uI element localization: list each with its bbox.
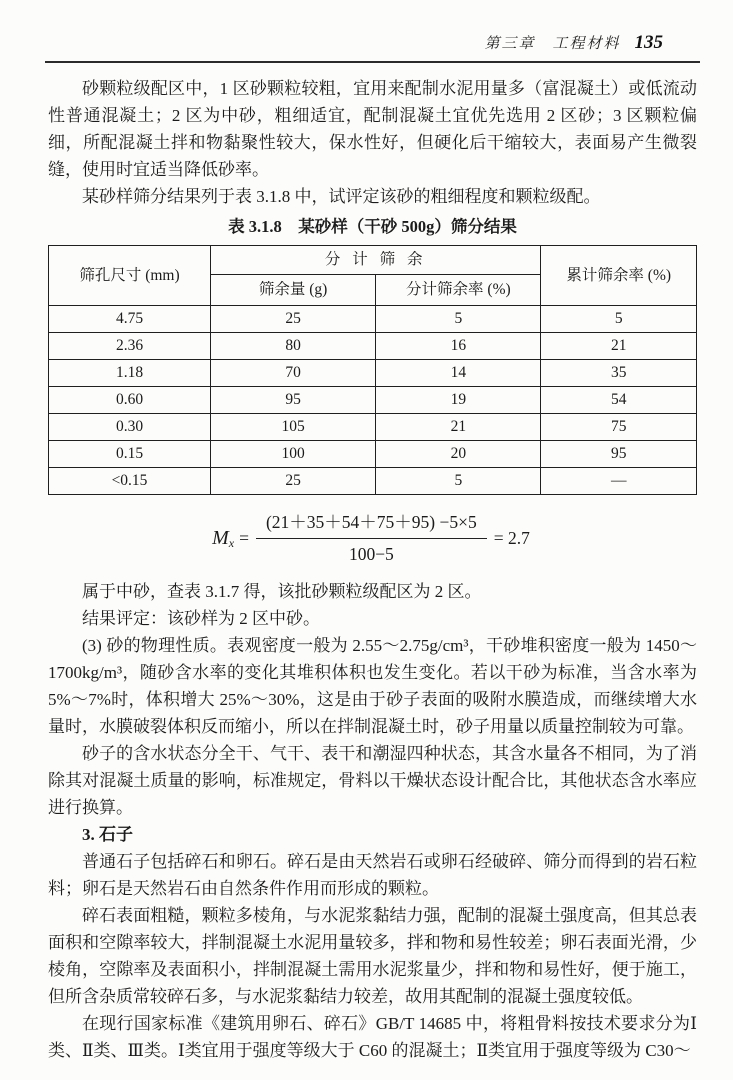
col-header-partial-rate: 分计筛余率 (%) [376, 275, 541, 306]
page-content [0, 63, 733, 1064]
cell-sieve-size: 2.36 [49, 333, 211, 360]
page-number: 135 [634, 32, 663, 53]
formula-denominator: 100−5 [348, 544, 394, 564]
col-group-partial-residue: 分 计 筛 余 [211, 246, 541, 275]
table-row [49, 387, 697, 414]
col-header-residue-mass: 筛余量 (g) [211, 275, 376, 306]
cell-sieve-size: 1.18 [49, 360, 211, 387]
paragraph-evaluation: 结果评定：该砂样为 2 区中砂。 [82, 609, 320, 628]
table-row [49, 414, 697, 441]
cell-cumulative-rate: 54 [541, 387, 697, 414]
paragraph-sieve-intro: 某砂样筛分结果列于表 3.1.8 中，试评定该砂的粗细程度和颗粒级配。 [82, 187, 601, 206]
cell-residue-mass: 100 [211, 441, 376, 468]
cell-residue-mass: 95 [211, 387, 376, 414]
cell-cumulative-rate: 35 [541, 360, 697, 387]
cell-residue-mass: 25 [211, 306, 376, 333]
cell-partial-rate: 20 [376, 441, 541, 468]
cell-partial-rate: 16 [376, 333, 541, 360]
formula-result: = 2.7 [493, 528, 530, 548]
paragraph-national-standard: 在现行国家标准《建筑用卵石、碎石》GB/T 14685 中，将粗骨料按技术要求分为Ⅰ类、Ⅱ类、Ⅲ类。Ⅰ类宜用于强度等级大于 C60 的混凝土；Ⅱ类宜用于强度等级为 C30～ [48, 1014, 697, 1060]
cell-partial-rate: 5 [376, 468, 541, 495]
cell-cumulative-rate: 95 [541, 441, 697, 468]
cell-partial-rate: 21 [376, 414, 541, 441]
running-header [0, 0, 733, 54]
running-chapter-title: 第三章 工程材料 [484, 36, 621, 52]
cell-cumulative-rate: 21 [541, 333, 697, 360]
cell-sieve-size: 0.60 [49, 387, 211, 414]
cell-cumulative-rate: 75 [541, 414, 697, 441]
table-row [49, 468, 697, 495]
col-header-sieve-size: 筛孔尺寸 (mm) [49, 246, 211, 306]
cell-sieve-size: 4.75 [49, 306, 211, 333]
cell-residue-mass: 70 [211, 360, 376, 387]
table-header-row-1 [49, 246, 697, 275]
cell-partial-rate: 5 [376, 306, 541, 333]
paragraph-stone-types: 普通石子包括碎石和卵石。碎石是由天然岩石或卵石经破碎、筛分而得到的岩石粒料；卵石是天然岩石由自然条件作用而形成的颗粒。 [48, 852, 697, 898]
paragraph-moisture-states: 砂子的含水状态分全干、气干、表干和潮湿四种状态，其含水量各不相同，为了消除其对混凝土质量的影响，标准规定，骨料以干燥状态设计配合比，其他状态含水率应进行换算。 [48, 744, 697, 817]
table-row [49, 360, 697, 387]
table-row [49, 333, 697, 360]
cell-residue-mass: 25 [211, 468, 376, 495]
heading-stone: 3. 石子 [82, 825, 133, 844]
cell-partial-rate: 19 [376, 387, 541, 414]
formula-numerator: (21＋35＋54＋75＋95) −5×5 [256, 509, 487, 539]
cell-sieve-size: <0.15 [49, 468, 211, 495]
sieve-analysis-table [48, 245, 697, 495]
paragraph-sand-grading: 砂颗粒级配区中，1 区砂颗粒较粗，宜用来配制水泥用量多（富混凝土）或低流动性普通混凝土；2 区为中砂，粗细适宜，配制混凝土宜优先选用 2 区砂；3 区颗粒偏细，所配混凝土拌和物黏聚性较大，保水性好，但硬化后干缩较大，表面易产生微裂缝，使用时宜适当降低砂率。 [48, 79, 697, 179]
table-row [49, 441, 697, 468]
cell-partial-rate: 14 [376, 360, 541, 387]
formula-symbol: M [212, 527, 229, 549]
col-header-cumulative-rate: 累计筛余率 (%) [541, 246, 697, 306]
cell-residue-mass: 80 [211, 333, 376, 360]
table-header [49, 246, 697, 306]
fineness-modulus-formula [48, 509, 697, 568]
cell-sieve-size: 0.30 [49, 414, 211, 441]
paragraph-crushed-vs-pebble: 碎石表面粗糙，颗粒多棱角，与水泥浆黏结力强，配制的混凝土强度高，但其总表面积和空隙率较大，拌制混凝土水泥用量较多，拌和物和易性较差；卵石表面光滑，少棱角，空隙率及表面积小，拌制混凝土需用水泥浆量少，拌和物和易性好，便于施工，但所含杂质常较碎石多，与水泥浆黏结力较差，故用其配制的混凝土强度较低。 [48, 906, 697, 1006]
cell-cumulative-rate: — [541, 468, 697, 495]
cell-cumulative-rate: 5 [541, 306, 697, 333]
cell-sieve-size: 0.15 [49, 441, 211, 468]
table-caption: 表 3.1.8 某砂样（干砂 500g）筛分结果 [228, 217, 517, 236]
formula-subscript: x [228, 536, 235, 550]
paragraph-physical-properties: (3) 砂的物理性质。表观密度一般为 2.55～2.75g/cm³，干砂堆积密度一般为 1450～1700kg/m³，随砂含水率的变化其堆积体积也发生变化。若以干砂为标准，当含水率为 5%～7%时，体积增大 25%～30%，这是由于砂子表面的吸附水膜造成，而继续增大水量时，水膜破裂体积反而缩小，所以在拌制混凝土时，砂子用量以质量控制较为可靠。 [48, 636, 697, 736]
cell-residue-mass: 105 [211, 414, 376, 441]
formula-fraction [256, 509, 487, 568]
table-row [49, 306, 697, 333]
formula-equals: = [239, 528, 249, 548]
table-body [49, 306, 697, 495]
paragraph-grading-result: 属于中砂，查表 3.1.7 得，该批砂颗粒级配区为 2 区。 [82, 582, 482, 601]
